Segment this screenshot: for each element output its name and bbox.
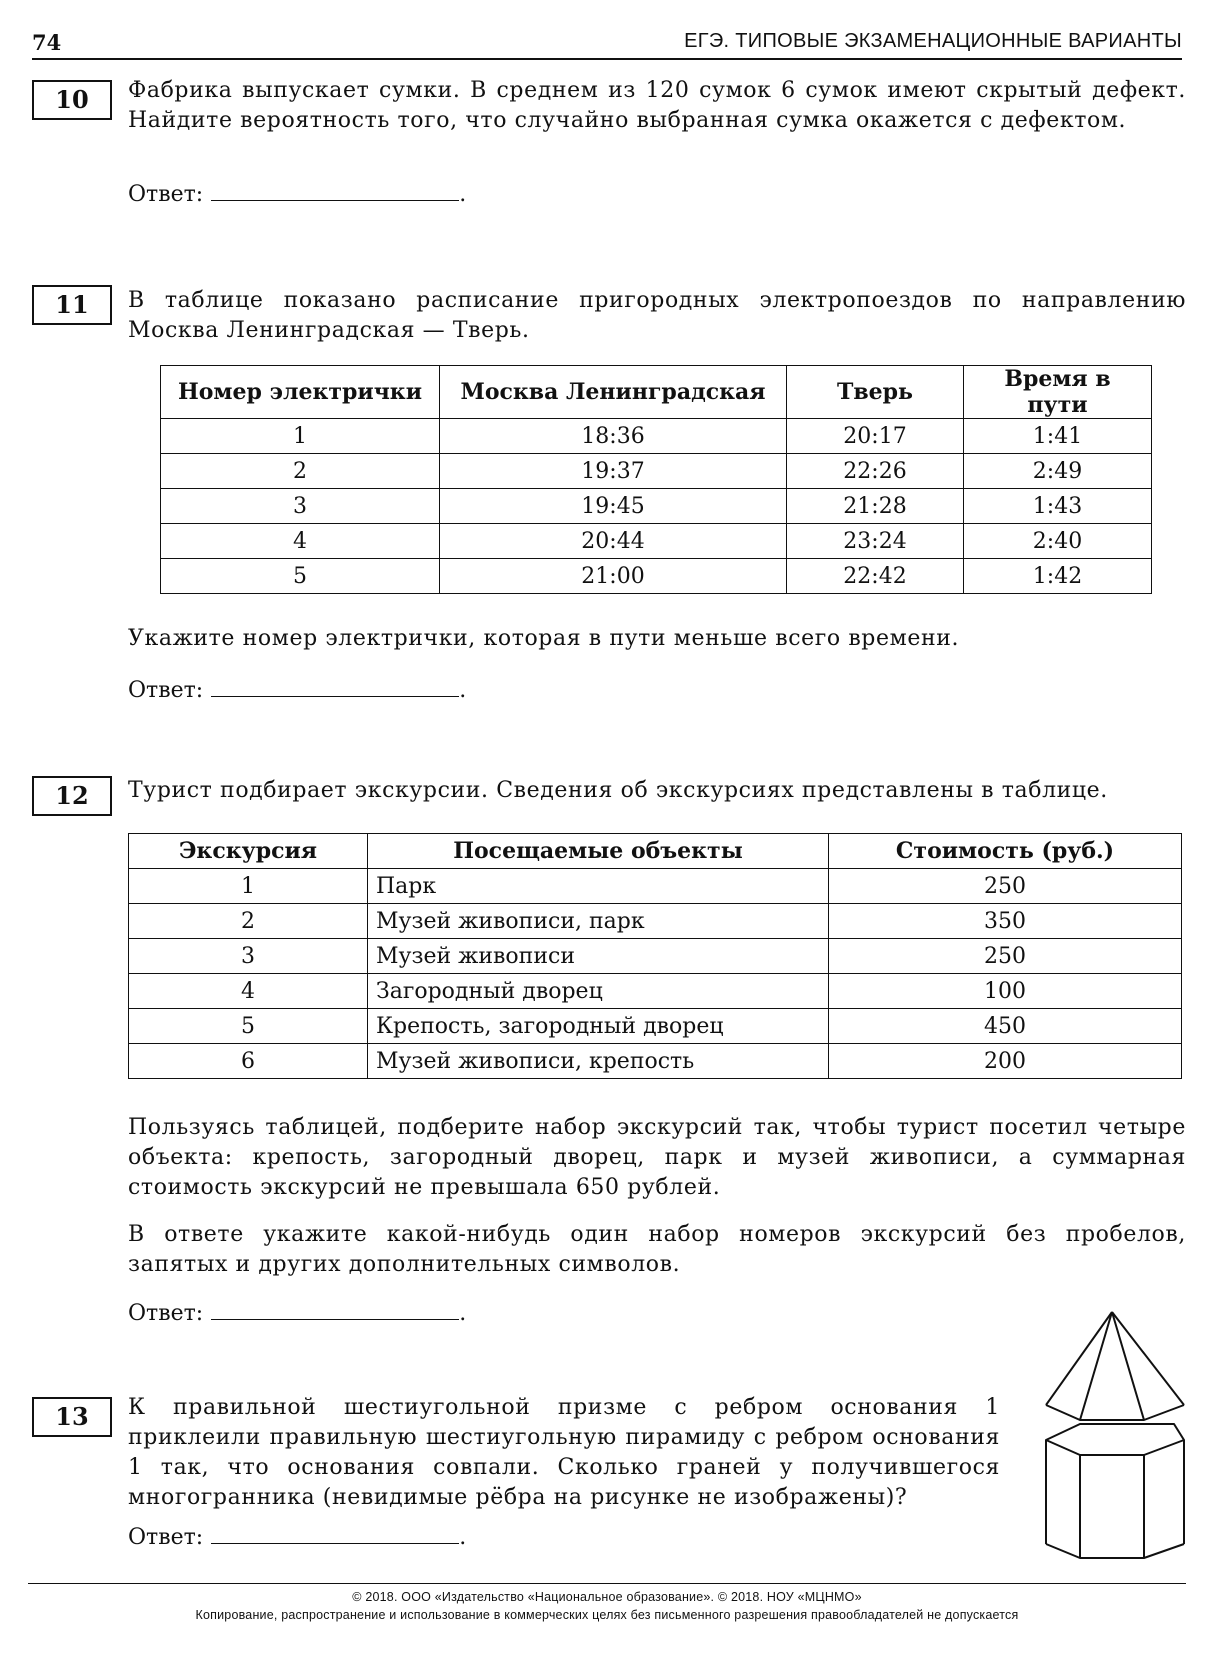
column-header: Экскурсия bbox=[129, 834, 368, 869]
table-row: 3 19:45 21:28 1:43 bbox=[161, 489, 1152, 524]
task-10-answer: Ответ: . bbox=[128, 182, 467, 207]
answer-line[interactable] bbox=[211, 1301, 459, 1320]
task-number-11: 11 bbox=[32, 285, 112, 325]
table-header-row bbox=[129, 834, 1182, 869]
column-header: Номер электрички bbox=[161, 366, 440, 419]
table-row: 6 Музей живописи, крепость 200 bbox=[129, 1044, 1182, 1079]
footer-copyright: © 2018. ООО «Издательство «Национальное образование». © 2018. НОУ «МЦНМО» bbox=[352, 1590, 862, 1604]
running-title: ЕГЭ. ТИПОВЫЕ ЭКЗАМЕНАЦИОННЫЕ ВАРИАНТЫ bbox=[684, 30, 1182, 52]
pyramid-and-prism-figure bbox=[1040, 1300, 1186, 1562]
task-number-12: 12 bbox=[32, 776, 112, 816]
task-number-13: 13 bbox=[32, 1397, 112, 1437]
answer-line[interactable] bbox=[211, 1525, 459, 1544]
page-number: 74 bbox=[32, 30, 62, 55]
answer-line[interactable] bbox=[211, 182, 459, 201]
hexagonal-prism bbox=[1046, 1424, 1184, 1558]
train-schedule-table bbox=[160, 365, 1152, 594]
column-header: Посещаемые объекты bbox=[368, 834, 829, 869]
column-header: Стоимость (руб.) bbox=[829, 834, 1182, 869]
page-header bbox=[32, 28, 1182, 60]
answer-label: Ответ: bbox=[128, 182, 204, 207]
footer-notice: Копирование, распространение и использование в коммерческих целях без письменного разрешения правообладателей не допускается bbox=[195, 1608, 1019, 1622]
hexagonal-pyramid bbox=[1046, 1312, 1184, 1420]
table-row: 2 Музей живописи, парк 350 bbox=[129, 904, 1182, 939]
answer-line[interactable] bbox=[211, 678, 459, 697]
column-header: Время в пути bbox=[964, 366, 1152, 419]
task-11-answer: Ответ: . bbox=[128, 678, 467, 703]
task-10-text: Фабрика выпускает сумки. В среднем из 120 сумок 6 сумок имеют скрытый дефект. Найдите вероятность того, что случайно выбранная сумка окажется с дефектом. bbox=[128, 78, 1186, 133]
task-12-answer: Ответ: . bbox=[128, 1301, 467, 1326]
table-row: 5 21:00 22:42 1:42 bbox=[161, 559, 1152, 594]
task-11-text: В таблице показано расписание пригородных электропоездов по направлению Москва Ленинградская — Тверь. bbox=[128, 288, 1186, 343]
answer-label: Ответ: bbox=[128, 1301, 204, 1326]
task-12-paragraph-1: Пользуясь таблицей, подберите набор экскурсий так, чтобы турист посетил четыре объекта: крепость, загородный дворец, парк и музей живописи, а суммарная стоимость экскурсий не превышала 650 рублей. bbox=[128, 1115, 1186, 1200]
task-13-text: К правильной шестиугольной призме с ребром основания 1 приклеили правильную шестиугольную пирамиду с ребром основания 1 так, что основания совпали. Сколько граней у получившегося многогранника (невидимые рёбра на рисунке не изображены)? bbox=[128, 1395, 1000, 1510]
excursions-table bbox=[128, 833, 1182, 1079]
column-header: Москва Ленинградская bbox=[440, 366, 787, 419]
task-13-answer: Ответ: . bbox=[128, 1525, 467, 1550]
table-row: 1 Парк 250 bbox=[129, 869, 1182, 904]
task-12-paragraph-2: В ответе укажите какой-нибудь один набор номеров экскурсий без пробелов, запятых и других дополнительных символов. bbox=[128, 1222, 1186, 1277]
answer-label: Ответ: bbox=[128, 678, 204, 703]
table-row: 3 Музей живописи 250 bbox=[129, 939, 1182, 974]
column-header: Тверь bbox=[787, 366, 964, 419]
answer-label: Ответ: bbox=[128, 1525, 204, 1550]
table-row: 5 Крепость, загородный дворец 450 bbox=[129, 1009, 1182, 1044]
table-row: 1 18:36 20:17 1:41 bbox=[161, 419, 1152, 454]
table-header-row bbox=[161, 366, 1152, 419]
table-row: 4 Загородный дворец 100 bbox=[129, 974, 1182, 1009]
task-11-question: Укажите номер электрички, которая в пути меньше всего времени. bbox=[128, 626, 960, 651]
footer-rule bbox=[28, 1583, 1186, 1584]
task-12-text: Турист подбирает экскурсии. Сведения об экскурсиях представлены в таблице. bbox=[128, 778, 1108, 803]
table-row: 4 20:44 23:24 2:40 bbox=[161, 524, 1152, 559]
task-number-10: 10 bbox=[32, 80, 112, 120]
table-row: 2 19:37 22:26 2:49 bbox=[161, 454, 1152, 489]
